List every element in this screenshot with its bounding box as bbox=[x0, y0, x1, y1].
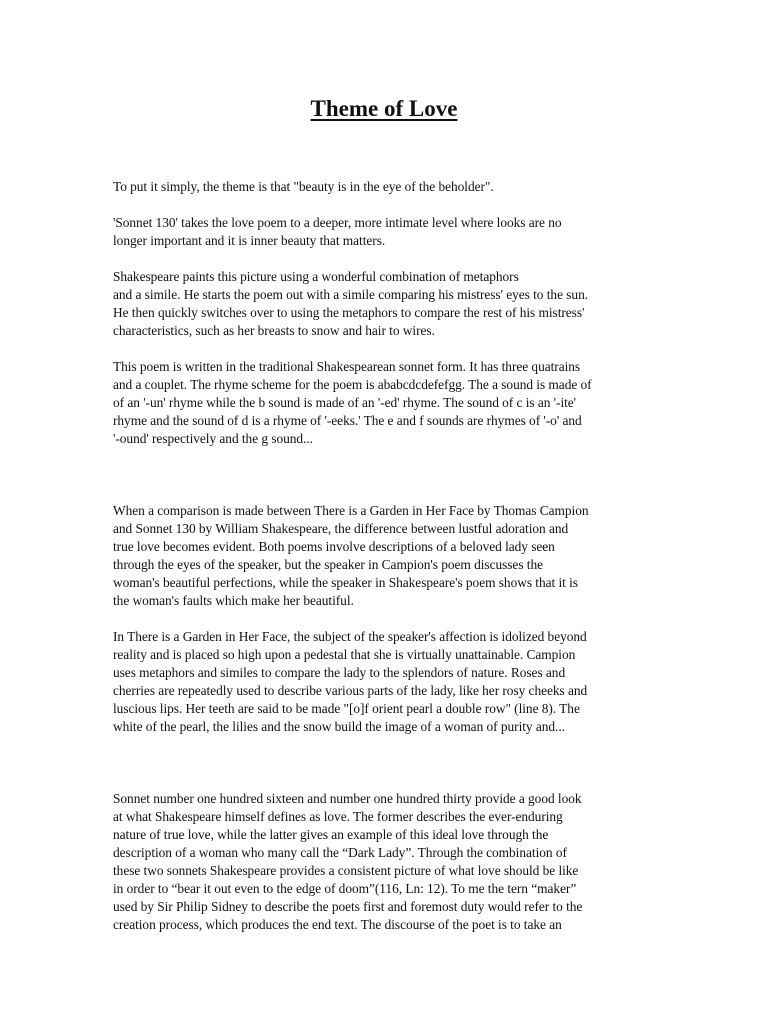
text-line: used by Sir Philip Sidney to describe the poets first and foremost duty would refer to the bbox=[113, 899, 583, 914]
text-line: reality and is placed so high upon a pedestal that she is virtually unattainable. Campion bbox=[113, 647, 576, 662]
text-line: white of the pearl, the lilies and the snow build the image of a woman of purity and... bbox=[113, 719, 565, 734]
text-line: and Sonnet 130 by William Shakespeare, the difference between lustful adoration and bbox=[113, 521, 569, 536]
paragraph-7 bbox=[113, 790, 658, 934]
text-line: '-ound' respectively and the g sound... bbox=[113, 431, 313, 446]
text-line: through the eyes of the speaker, but the speaker in Campion's poem discusses the bbox=[113, 557, 543, 572]
text-line: in order to “bear it out even to the edge of doom”(116, Ln: 12). To me the tern “maker” bbox=[113, 881, 577, 896]
text-line: luscious lips. Her teeth are said to be made "[o]f orient pearl a double row" (line 8). The bbox=[113, 701, 580, 716]
text-line: description of a woman who many call the “Dark Lady”. Through the combination of bbox=[113, 845, 567, 860]
text-line: When a comparison is made between There is a Garden in Her Face by Thomas Campion bbox=[113, 503, 589, 518]
document-title: Theme of Love bbox=[310, 96, 458, 121]
text-line: Sonnet number one hundred sixteen and number one hundred thirty provide a good look bbox=[113, 791, 582, 806]
text-line: creation process, which produces the end text. The discourse of the poet is to take an bbox=[113, 917, 562, 932]
text-line: true love becomes evident. Both poems involve descriptions of a beloved lady seen bbox=[113, 539, 555, 554]
text-line: He then quickly switches over to using the metaphors to compare the rest of his mistress' bbox=[113, 305, 585, 320]
text-line: nature of true love, while the latter gives an example of this ideal love through the bbox=[113, 827, 549, 842]
text-line: these two sonnets Shakespeare provides a consistent picture of what love should be like bbox=[113, 863, 579, 878]
text-line: and a couplet. The rhyme scheme for the poem is ababcdcdefefgg. The a sound is made of bbox=[113, 377, 592, 392]
paragraph-3 bbox=[113, 268, 658, 340]
text-line: rhyme and the sound of d is a rhyme of '-eeks.' The e and f sounds are rhymes of '-o' and bbox=[113, 413, 582, 428]
text-line: In There is a Garden in Her Face, the subject of the speaker's affection is idolized beyond bbox=[113, 629, 587, 644]
paragraph-1 bbox=[113, 178, 658, 196]
text-line: uses metaphors and similes to compare the lady to the splendors of nature. Roses and bbox=[113, 665, 566, 680]
text-line: the woman's faults which make her beautiful. bbox=[113, 593, 354, 608]
paragraph-4 bbox=[113, 358, 658, 448]
text-line: longer important and it is inner beauty that matters. bbox=[113, 233, 386, 248]
paragraph-2 bbox=[113, 214, 658, 250]
text-line: To put it simply, the theme is that "beauty is in the eye of the beholder". bbox=[113, 179, 494, 194]
document-body bbox=[113, 178, 658, 934]
text-line: This poem is written in the traditional Shakespearean sonnet form. It has three quatrains bbox=[113, 359, 581, 374]
text-line: Shakespeare paints this picture using a wonderful combination of metaphors bbox=[113, 269, 519, 284]
paragraph-6 bbox=[113, 628, 658, 736]
text-line: characteristics, such as her breasts to snow and hair to wires. bbox=[113, 323, 435, 338]
text-line: cherries are repeatedly used to describe various parts of the lady, like her rosy cheeks and bbox=[113, 683, 588, 698]
text-line: 'Sonnet 130' takes the love poem to a deeper, more intimate level where looks are no bbox=[113, 215, 562, 230]
text-line: of an '-un' rhyme while the b sound is made of an '-ed' rhyme. The sound of c is an '-ite' bbox=[113, 395, 577, 410]
text-line: and a simile. He starts the poem out with a simile comparing his mistress' eyes to the sun. bbox=[113, 287, 589, 302]
text-line: at what Shakespeare himself defines as love. The former describes the ever-enduring bbox=[113, 809, 563, 824]
text-line: woman's beautiful perfections, while the speaker in Shakespeare's poem shows that it is bbox=[113, 575, 578, 590]
paragraph-5 bbox=[113, 502, 658, 610]
